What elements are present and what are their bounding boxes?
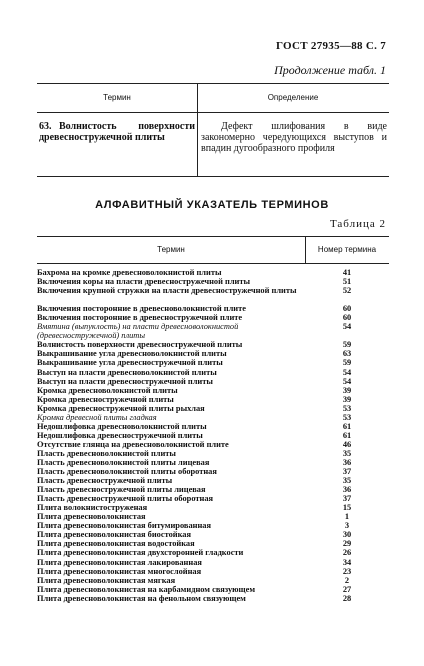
index-row — [37, 304, 389, 313]
index-term: Плита древесноволокнистая битумированная — [37, 521, 212, 531]
header-divider — [37, 112, 389, 113]
index-term: Кромка древесностружечной плиты рыхлая — [37, 403, 205, 413]
index-row — [37, 503, 389, 512]
index-number: 30 — [342, 530, 352, 540]
index-number: 54 — [342, 367, 352, 377]
index-term: Включения коры на пласти древесностружечной плиты — [37, 277, 251, 287]
index-row — [37, 431, 389, 440]
index-row — [37, 340, 389, 349]
term-63 — [39, 121, 195, 143]
index-number: 2 — [344, 575, 350, 585]
index-number: 54 — [342, 322, 352, 332]
index-term: Пласть древесностружечной плиты оборотная — [37, 494, 214, 504]
index-number: 35 — [342, 476, 352, 486]
index-number: 63 — [342, 349, 352, 359]
index-row — [37, 277, 389, 286]
standard-header: ГОСТ 27935—88 С. 7 — [275, 40, 386, 52]
index-row — [37, 467, 389, 476]
index-number: 59 — [342, 340, 352, 350]
index-title: АЛФАВИТНЫЙ УКАЗАТЕЛЬ ТЕРМИНОВ — [95, 199, 329, 211]
index-number: 23 — [342, 566, 352, 576]
column-header-definition: Определение — [267, 93, 319, 102]
index-term: Вмятина (выпуклость) на пласти древесноволокнистой (древесностружечной) плиты — [37, 322, 239, 341]
index-row — [37, 386, 389, 395]
index-number: 36 — [342, 457, 352, 467]
index-row — [37, 449, 389, 458]
index-number: 39 — [342, 385, 352, 395]
index-row — [37, 548, 389, 557]
index-term: Бахрома на кромке древесноволокнистой плиты — [37, 268, 222, 277]
index-row — [37, 440, 389, 449]
index-rows — [37, 268, 389, 603]
index-row — [37, 422, 389, 431]
index-row — [37, 576, 389, 585]
index-row — [37, 594, 389, 603]
index-number: 60 — [342, 313, 352, 323]
index-term: Включения посторонние в древесностружечной плите — [37, 313, 243, 323]
index-number: 41 — [342, 268, 352, 277]
index-term: Плита древесноволокнистая на карбамидном связующем — [37, 584, 256, 594]
index-term: Пласть древесностружечной плиты — [37, 476, 173, 486]
index-number: 37 — [342, 494, 352, 504]
index-row — [37, 558, 389, 567]
index-row — [37, 349, 389, 358]
index-row — [37, 413, 389, 422]
index-row — [37, 322, 389, 340]
index-term: Выступ на пласти древесноволокнистой плиты — [37, 367, 217, 377]
index-number: 46 — [342, 439, 352, 449]
index-number: 29 — [342, 539, 352, 549]
index-term: Пласть древесностружечной плиты лицевая — [37, 485, 206, 495]
index-term: Выкрашивание угла древесноволокнистой плиты — [37, 349, 227, 359]
index-number: 51 — [342, 277, 352, 287]
index-number: 39 — [342, 394, 352, 404]
index-term: Кромка древесноволокнистой плиты — [37, 385, 178, 395]
index-row — [37, 404, 389, 413]
column-header-term: Термин — [157, 245, 185, 254]
index-row — [37, 377, 389, 386]
index-row — [37, 494, 389, 503]
index-term: Плита древесноволокнистая водостойкая — [37, 539, 195, 549]
index-number: 36 — [342, 485, 352, 495]
term-number: 63. — [39, 121, 52, 132]
index-number: 53 — [342, 403, 352, 413]
index-number: 28 — [342, 593, 352, 603]
index-term: Недошлифовка древесноволокнистой плиты — [37, 421, 207, 431]
index-number: 60 — [342, 304, 352, 314]
index-term: Выкрашивание угла древесностружечной плиты — [37, 358, 223, 368]
index-row — [37, 567, 389, 576]
index-term: Кромка древесностружечной плиты — [37, 394, 174, 404]
index-number: 1 — [344, 512, 350, 522]
index-term: Плита древесноволокнистая мягкая — [37, 575, 176, 585]
index-number: 61 — [342, 421, 352, 431]
index-number: 53 — [342, 412, 352, 422]
index-row — [37, 268, 389, 277]
index-number: 15 — [342, 503, 352, 513]
index-number: 3 — [344, 521, 350, 531]
column-header-term: Термин — [103, 93, 131, 102]
index-term: Кромка древесной плиты гладкая — [37, 412, 157, 422]
index-row — [37, 286, 389, 304]
index-row — [37, 521, 389, 530]
index-number: 61 — [342, 430, 352, 440]
index-term: Волнистость поверхности древесностружечной плиты — [37, 340, 243, 350]
index-number: 26 — [342, 548, 352, 558]
column-header-number: Номер термина — [317, 245, 377, 254]
index-number: 54 — [342, 376, 352, 386]
table-continuation-note: Продолжение табл. 1 — [274, 63, 386, 77]
index-term: Плита древесноволокнистая многослойная — [37, 566, 202, 576]
index-term: Недошлифовка древесностружечной плиты — [37, 430, 203, 440]
index-number: 37 — [342, 467, 352, 477]
index-row — [37, 512, 389, 521]
index-number: 59 — [342, 358, 352, 368]
definition-63: Дефект шлифования в виде закономерно чередующихся выступов и впадин дугообразного профиля — [201, 121, 387, 154]
index-row — [37, 530, 389, 539]
index-term: Плита древесноволокнистая биостойкая — [37, 530, 192, 540]
table-1-fragment — [37, 83, 389, 177]
table-2-header — [37, 236, 389, 264]
index-term: Плита древесноволокнистая двухсторонней гладкости — [37, 548, 244, 558]
index-row — [37, 539, 389, 548]
index-term: Плита древесноволокнистая лакированная — [37, 557, 202, 567]
index-row — [37, 485, 389, 494]
index-term: Пласть древесноволокнистой плиты оборотная — [37, 467, 217, 477]
index-row — [37, 585, 389, 594]
index-term: Пласть древесноволокнистой плиты — [37, 448, 176, 458]
index-number: 34 — [342, 557, 352, 567]
index-number: 27 — [342, 584, 352, 594]
index-term: Плита древесноволокнистая на фенольном связующем — [37, 593, 246, 603]
index-row — [37, 313, 389, 322]
index-row — [37, 395, 389, 404]
index-term: Плита волокнистоструженая — [37, 503, 148, 513]
index-term: Включения крупной стружки на пласти древесностружечной плиты — [37, 286, 297, 296]
index-term: Выступ на пласти древесностружечной плиты — [37, 376, 213, 386]
index-number: 52 — [342, 286, 352, 296]
index-term: Плита древесноволокнистая — [37, 512, 146, 522]
index-term: Включения посторонние в древесноволокнистой плите — [37, 304, 246, 314]
index-row — [37, 476, 389, 485]
index-term: Пласть древесноволокнистой плиты лицевая — [37, 457, 210, 467]
index-row — [37, 358, 389, 367]
index-row — [37, 458, 389, 467]
table-2-label: Таблица 2 — [329, 218, 386, 230]
index-number: 35 — [342, 448, 352, 458]
index-row — [37, 368, 389, 377]
index-term: Отсутствие глянца на древесноволокнистой плите — [37, 439, 229, 449]
term-text: Волнистость поверхности древесностружечной плиты — [39, 121, 195, 143]
